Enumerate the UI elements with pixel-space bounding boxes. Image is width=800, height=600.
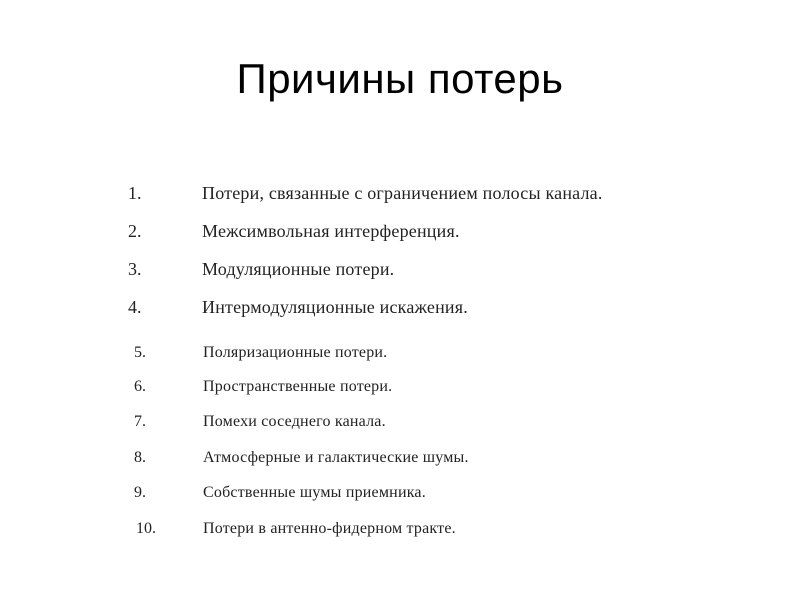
list-item-text: Собственные шумы приемника. [203,484,426,501]
list-item-number: 3. [128,259,142,279]
list-item-number: 1. [128,183,142,203]
list-item-number: 9. [134,484,146,501]
list-item-number: 5. [134,344,146,361]
list-item-text: Потери в антенно-фидерном тракте. [203,520,456,537]
slide-title: Причины потерь [236,55,564,102]
list-item-text: Поляризационные потери. [203,344,388,361]
list-item-text: Пространственные потери. [203,378,393,395]
list-item-text: Интермодуляционные искажения. [202,297,468,317]
list-item-text: Помехи соседнего канала. [203,413,386,430]
list-item-number: 4. [128,297,142,317]
list-item-number: 8. [134,449,146,466]
list-item-number: 2. [128,221,142,241]
list-item-text: Потери, связанные с ограничением полосы канала. [202,183,603,203]
list-item-text: Атмосферные и галактические шумы. [203,449,469,466]
list-item-number: 6. [134,378,146,395]
list-item-text: Модуляционные потери. [202,259,395,279]
list-item-number: 7. [134,413,146,430]
list-item-text: Межсимвольная интерференция. [202,221,460,241]
list-item-number: 10. [136,520,156,537]
